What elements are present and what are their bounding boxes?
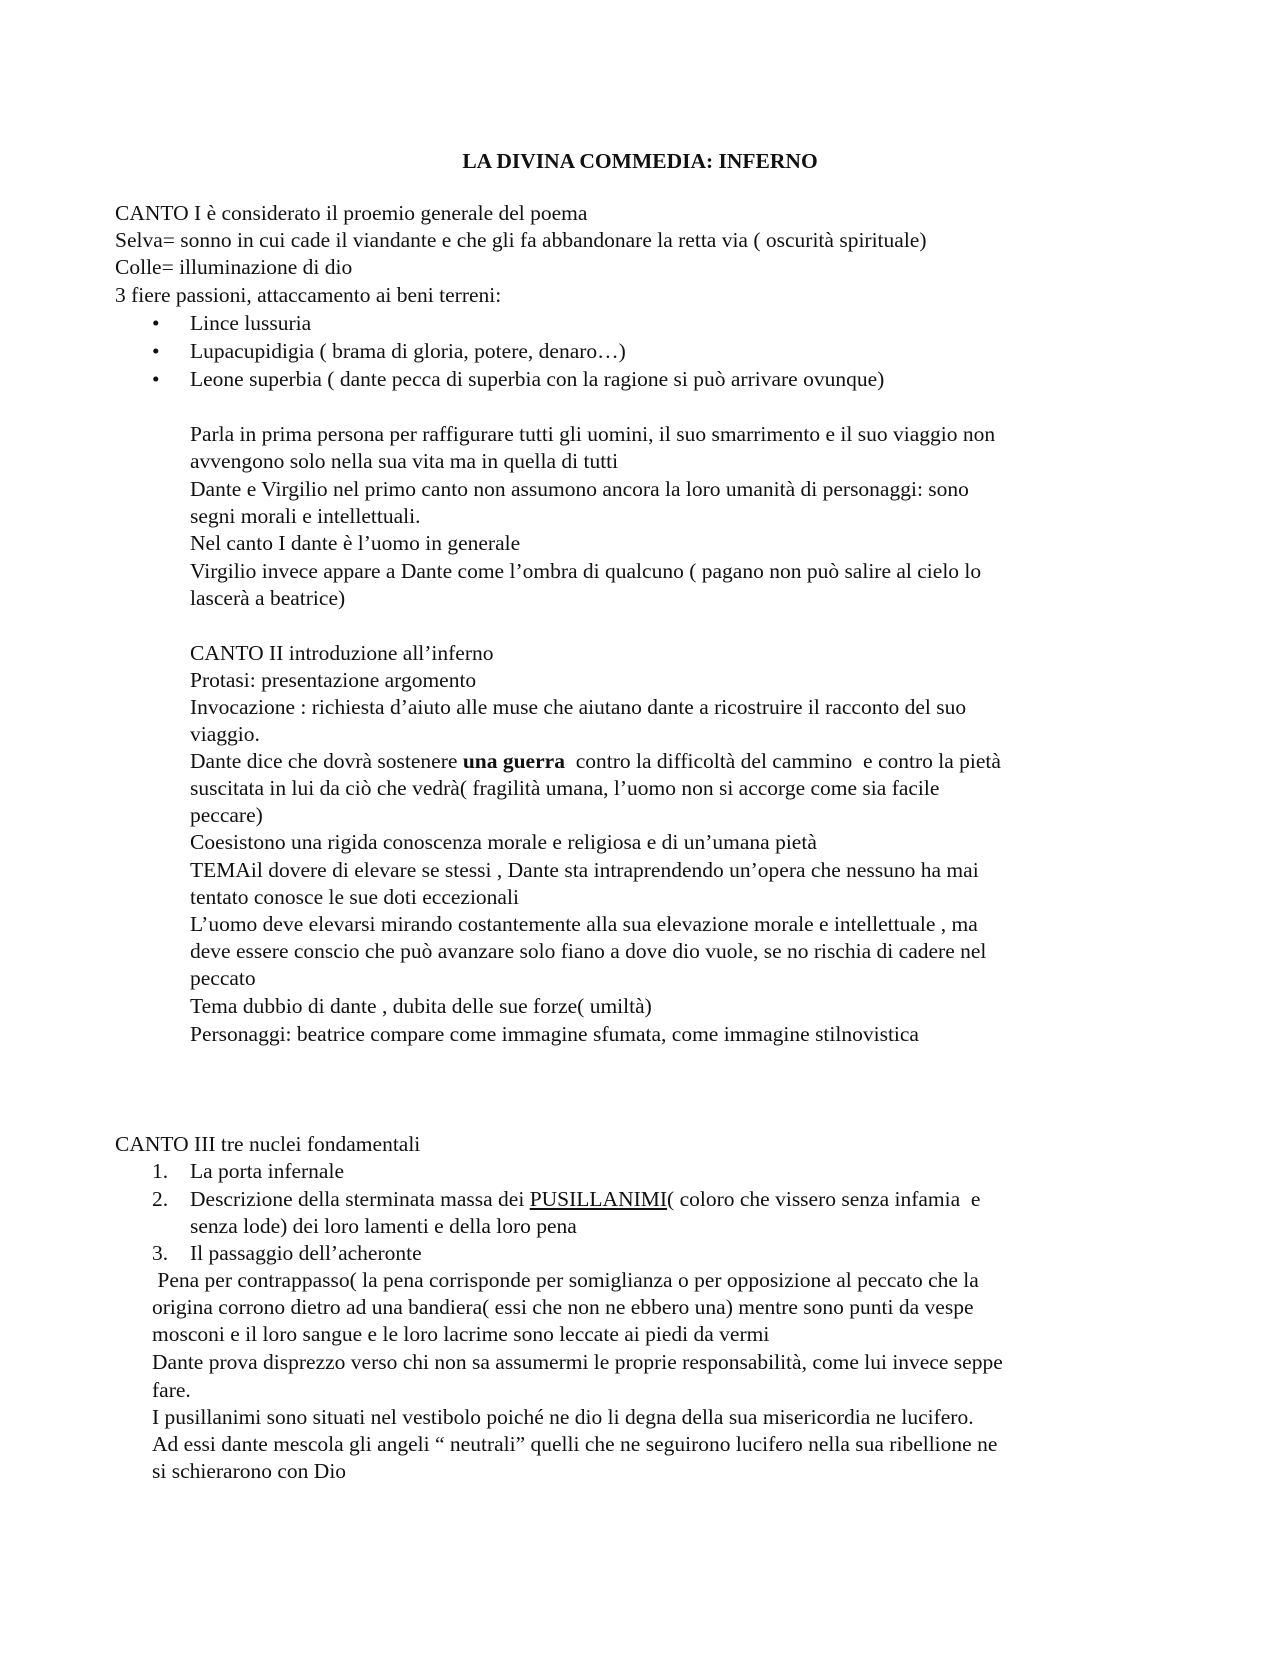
canto1-paragraph-line: Dante e Virgilio nel primo canto non assumono ancora la loro umanità di personaggi: sono bbox=[190, 477, 969, 501]
canto1-fiere: 3 fiere passioni, attaccamento ai beni terreni: bbox=[115, 283, 502, 307]
bullet-item-leone: Leone superbia ( dante pecca di superbia con la ragione si può arrivare ovunque) bbox=[190, 367, 885, 391]
canto2-line: Personaggi: beatrice compare come immagine sfumata, come immagine stilnovistica bbox=[190, 1022, 919, 1046]
canto3-paragraph-line: Ad essi dante mescola gli angeli “ neutrali” quelli che ne seguirono lucifero nella sua ribellione ne bbox=[152, 1432, 998, 1456]
guerra-text-before: Dante dice che dovrà sostenere bbox=[190, 749, 463, 773]
canto3-item-porta: La porta infernale bbox=[190, 1159, 344, 1183]
pusillanimi-text-before: Descrizione della sterminata massa dei bbox=[190, 1187, 530, 1211]
canto2-line: suscitata in lui da ciò che vedrà( fragilità umana, l’uomo non si accorge come sia facile bbox=[190, 776, 940, 800]
canto2-line: CANTO II introduzione all’inferno bbox=[190, 641, 494, 665]
canto2-line: Protasi: presentazione argomento bbox=[190, 668, 477, 692]
pusillanimi-underlined: PUSILLANIMI bbox=[529, 1187, 668, 1211]
canto1-paragraph-line: avvengono solo nella sua vita ma in quella di tutti bbox=[190, 449, 619, 473]
canto3-intro: CANTO III tre nuclei fondamentali bbox=[115, 1132, 421, 1156]
canto3-paragraph-line: I pusillanimi sono situati nel vestibolo poiché ne dio li degna della sua misericordia ne lucifero. bbox=[152, 1405, 974, 1429]
document-title: LA DIVINA COMMEDIA: INFERNO bbox=[462, 149, 818, 173]
canto3-item-pusillanimi bbox=[190, 1186, 980, 1213]
canto1-paragraph-line: Nel canto I dante è l’uomo in generale bbox=[190, 531, 521, 555]
list-number: 3. bbox=[152, 1241, 169, 1265]
canto3-item-acheronte: Il passaggio dell’acheronte bbox=[190, 1241, 422, 1265]
bullet-item-lince: Lince lussuria bbox=[190, 311, 312, 335]
canto2-line: L’uomo deve elevarsi mirando costantemente alla sua elevazione morale e intellettuale , ma bbox=[190, 912, 978, 936]
canto1-colle: Colle= illuminazione di dio bbox=[115, 255, 353, 279]
guerra-bold-text: una guerra bbox=[462, 749, 565, 773]
canto3-paragraph-line: fare. bbox=[152, 1378, 191, 1402]
list-number: 1. bbox=[152, 1159, 169, 1183]
canto2-line: Coesistono una rigida conoscenza morale e religiosa e di un’umana pietà bbox=[190, 830, 817, 854]
canto1-paragraph-line: segni morali e intellettuali. bbox=[190, 504, 421, 528]
canto2-line: Invocazione : richiesta d’aiuto alle muse che aiutano dante a ricostruire il racconto del suo bbox=[190, 695, 967, 719]
canto3-item-pusillanimi-cont: senza lode) dei loro lamenti e della loro pena bbox=[190, 1214, 577, 1238]
canto2-line: peccare) bbox=[190, 803, 263, 827]
canto2-line: deve essere conscio che può avanzare solo fiano a dove dio vuole, se no rischia di cadere nel bbox=[190, 939, 987, 963]
canto3-paragraph-line: mosconi e il loro sangue e le loro lacrime sono leccate ai piedi da vermi bbox=[152, 1322, 770, 1346]
canto1-intro: CANTO I è considerato il proemio generale del poema bbox=[115, 201, 588, 225]
bullet-icon: • bbox=[152, 311, 160, 335]
bullet-icon: • bbox=[152, 367, 160, 391]
bullet-icon: • bbox=[152, 339, 160, 363]
canto1-paragraph-line: Virgilio invece appare a Dante come l’ombra di qualcuno ( pagano non può salire al cielo lo bbox=[190, 559, 982, 583]
canto2-line: viaggio. bbox=[190, 722, 260, 746]
canto2-line: tentato conosce le sue doti eccezionali bbox=[190, 885, 519, 909]
guerra-text-after: contro la difficoltà del cammino e contro la pietà bbox=[564, 749, 1001, 773]
canto3-paragraph-line: Dante prova disprezzo verso chi non sa assumermi le proprie responsabilità, come lui invece seppe bbox=[152, 1350, 1003, 1374]
canto1-selva: Selva= sonno in cui cade il viandante e che gli fa abbandonare la retta via ( oscurità spirituale) bbox=[115, 228, 927, 252]
canto1-paragraph-line: lascerà a beatrice) bbox=[190, 586, 346, 610]
pusillanimi-text-after: ( coloro che vissero senza infamia e bbox=[667, 1187, 981, 1211]
canto2-line: peccato bbox=[190, 966, 256, 990]
canto1-paragraph-line: Parla in prima persona per raffigurare tutti gli uomini, il suo smarrimento e il suo viaggio non bbox=[190, 422, 996, 446]
canto2-line: TEMAil dovere di elevare se stessi , Dante sta intraprendendo un’opera che nessuno ha mai bbox=[190, 858, 979, 882]
canto3-paragraph-line: origina corrono dietro ad una bandiera( essi che non ne ebbero una) mentre sono punti da vespe bbox=[152, 1295, 974, 1319]
canto3-paragraph-line: si schierarono con Dio bbox=[152, 1459, 347, 1483]
canto2-guerra-line bbox=[190, 748, 1001, 775]
canto2-line: Tema dubbio di dante , dubita delle sue forze( umiltà) bbox=[190, 994, 652, 1018]
canto3-paragraph-line: Pena per contrappasso( la pena corrisponde per somiglianza o per opposizione al peccato che la bbox=[152, 1268, 979, 1292]
list-number: 2. bbox=[152, 1187, 169, 1211]
bullet-item-lupa: Lupacupidigia ( brama di gloria, potere, denaro…) bbox=[190, 339, 626, 363]
